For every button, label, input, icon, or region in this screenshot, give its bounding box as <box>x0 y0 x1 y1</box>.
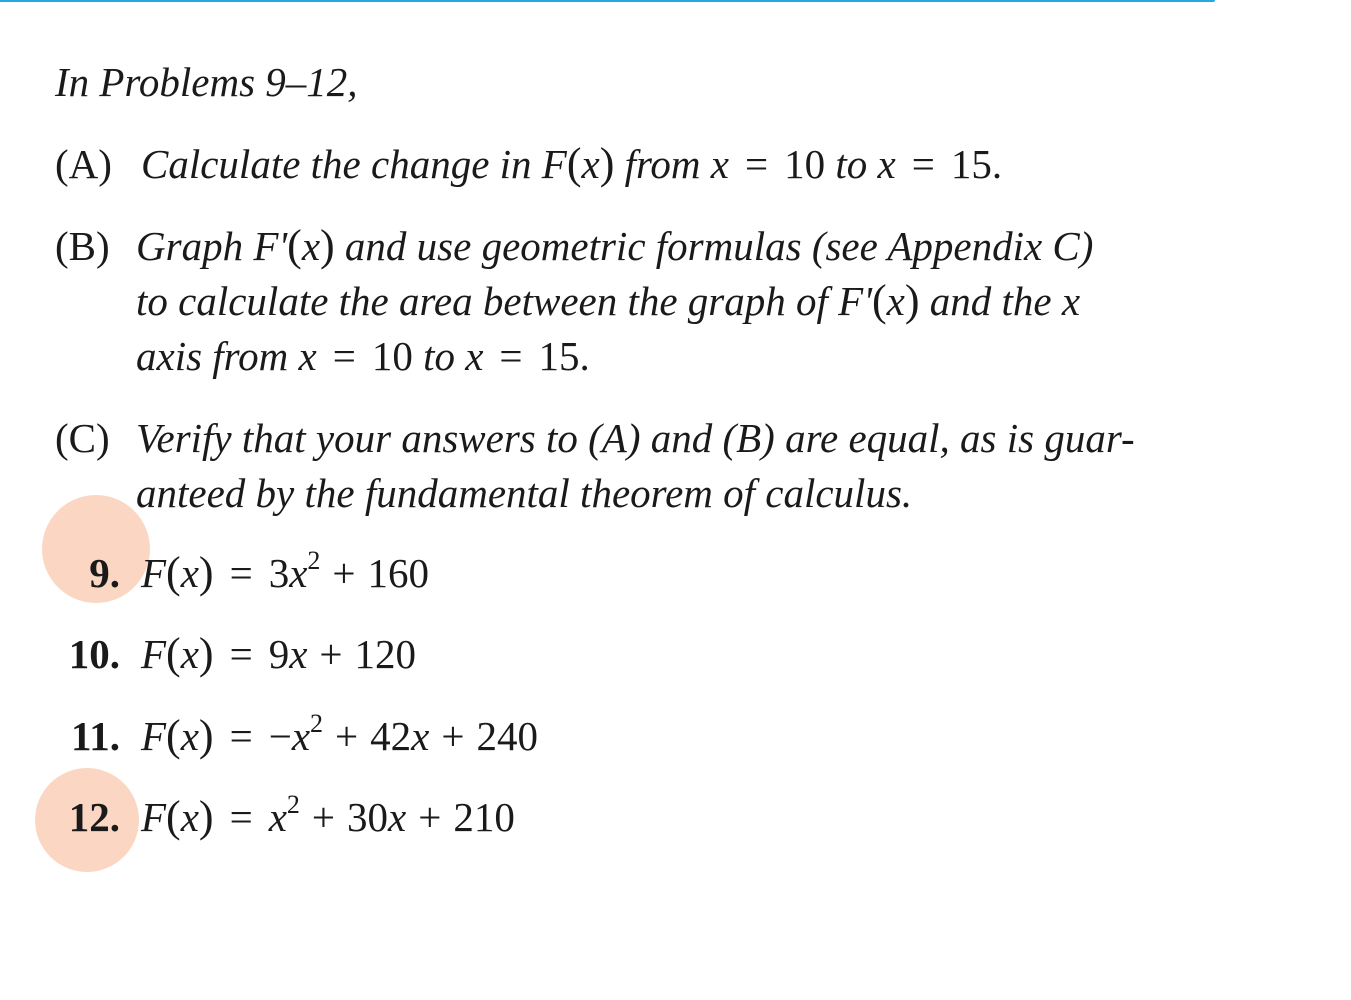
problem-10-expression: F(x) = 9x + 120 <box>141 629 417 678</box>
top-rule <box>0 0 1215 2</box>
problem-10-number: 10. <box>68 631 120 677</box>
problem-12-number: 12. <box>68 794 120 840</box>
problem-9-expression: $F(x) = 3x^2 + 160$ <box>141 546 430 597</box>
part-b-line-2: to calculate the area between the graph of F'(x) and the x <box>136 276 1081 325</box>
problem-9-number: 9. <box>89 550 120 596</box>
part-c-label: (C) <box>55 415 110 461</box>
part-c-line-1: Verify that your answers to (A) and (B) are equal, as is guar- <box>136 415 1135 461</box>
part-a-label: (A) <box>55 141 112 187</box>
problem-12-expression: $F(x) = x^2 + 30x + 210$ <box>141 790 515 841</box>
part-b-label: (B) <box>55 223 110 269</box>
part-b-line-1: Graph F'(x) and use geometric formulas (see Appendix C) <box>136 221 1094 270</box>
part-a-text: Calculate the change in F(x) from x = 10 to x = 15. <box>141 139 1003 188</box>
intro-text: In Problems 9–12, <box>55 59 358 105</box>
problem-11-number: 11. <box>71 713 120 759</box>
part-b-line-3: axis from x = 10 to x = 15. <box>136 333 590 379</box>
problem-11-expression: $F(x) = -x^2 + 42x + 240$ <box>141 709 538 760</box>
part-c-line-2: anteed by the fundamental theorem of calculus. <box>136 470 913 516</box>
